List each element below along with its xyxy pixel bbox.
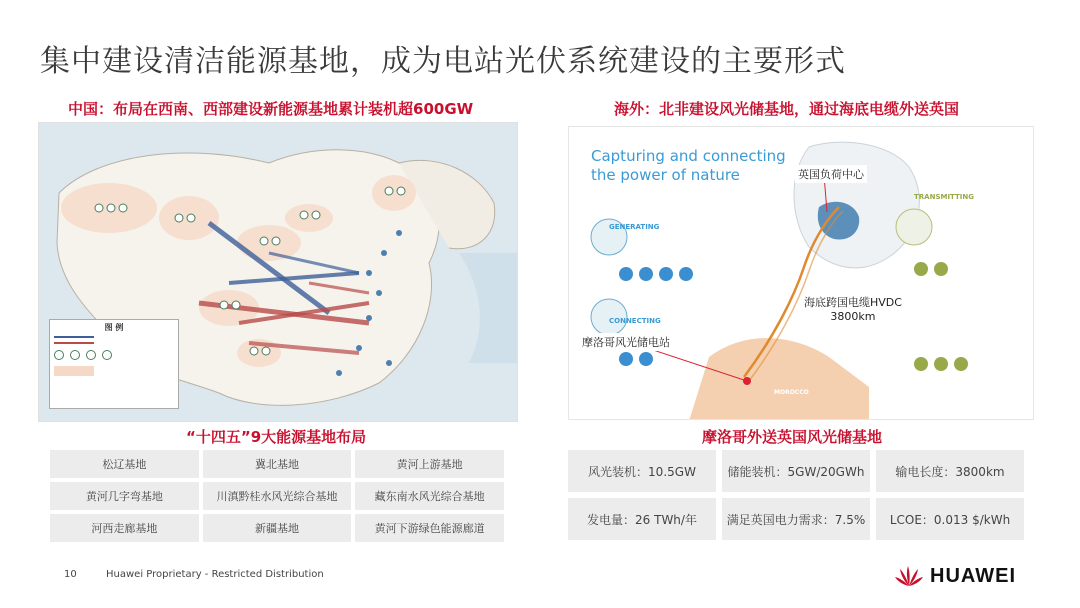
uk-load-center-label: 英国负荷中心 xyxy=(795,165,867,183)
page-number: 10 xyxy=(64,569,77,580)
base-cell: 川滇黔桂水风光综合基地 xyxy=(203,482,352,510)
stat-cell: 输电长度：3800km xyxy=(876,450,1024,492)
country-label: MOROCCO xyxy=(774,389,809,396)
right-caption: 摩洛哥外送英国风光储基地 xyxy=(702,428,883,446)
china-map-image xyxy=(38,122,518,422)
stat-cell: 发电量：26 TWh/年 xyxy=(568,498,716,540)
stat-cell: 满足英国电力需求：7.5% xyxy=(722,498,870,540)
left-subtitle: 中国：布局在西南、西部建设新能源基地累计装机超600GW xyxy=(68,100,474,118)
legend-line-blue xyxy=(54,336,94,338)
huawei-petal-icon xyxy=(894,564,924,588)
slide-title: 集中建设清洁能源基地，成为电站光伏系统建设的主要形式 xyxy=(40,44,846,79)
base-cell: 藏东南水风光综合基地 xyxy=(355,482,504,510)
transmitting-label: TRANSMITTING xyxy=(914,193,974,201)
legend-hydro-icon xyxy=(86,350,96,360)
stat-cell: LCOE：0.013 $/kWh xyxy=(876,498,1024,540)
legend-area-swatch xyxy=(54,366,94,376)
energy-base-table xyxy=(50,450,504,542)
hvdc-cable-label xyxy=(801,295,905,325)
base-cell: 松辽基地 xyxy=(50,450,199,478)
stat-cell: 风光装机：10.5GW xyxy=(568,450,716,492)
base-cell: 黄河上游基地 xyxy=(355,450,504,478)
huawei-logo-text: HUAWEI xyxy=(930,564,1016,587)
project-stats-table xyxy=(568,450,1024,540)
legend-solar-icon xyxy=(70,350,80,360)
legend-line-red xyxy=(54,342,94,344)
huawei-logo xyxy=(894,564,1016,588)
image-heading-line2: the power of nature xyxy=(591,166,740,184)
legend-wind-icon xyxy=(54,350,64,360)
base-cell: 黄河下游绿色能源廊道 xyxy=(355,514,504,542)
footer-text: Huawei Proprietary - Restricted Distribution xyxy=(106,569,324,580)
morocco-uk-image xyxy=(568,126,1034,420)
hvdc-cable-length: 3800km xyxy=(830,310,876,323)
base-cell: 黄河几字弯基地 xyxy=(50,482,199,510)
hvdc-cable-name: 海底跨国电缆HVDC xyxy=(804,296,902,309)
map-legend-title: 图 例 xyxy=(104,323,124,332)
map-legend xyxy=(49,319,179,409)
legend-thermal-icon xyxy=(102,350,112,360)
connecting-label: CONNECTING xyxy=(609,317,661,325)
base-cell: 河西走廊基地 xyxy=(50,514,199,542)
morocco-plant-label: 摩洛哥风光储电站 xyxy=(579,333,673,351)
stat-cell: 储能装机：5GW/20GWh xyxy=(722,450,870,492)
left-caption: “十四五”9大能源基地布局 xyxy=(186,428,367,446)
right-subtitle: 海外：北非建设风光储基地，通过海底电缆外送英国 xyxy=(614,100,960,118)
image-heading xyxy=(591,147,786,185)
image-heading-line1: Capturing and connecting xyxy=(591,147,786,165)
generating-label: GENERATING xyxy=(609,223,660,231)
base-cell: 新疆基地 xyxy=(203,514,352,542)
base-cell: 冀北基地 xyxy=(203,450,352,478)
legend-icons xyxy=(54,350,174,360)
